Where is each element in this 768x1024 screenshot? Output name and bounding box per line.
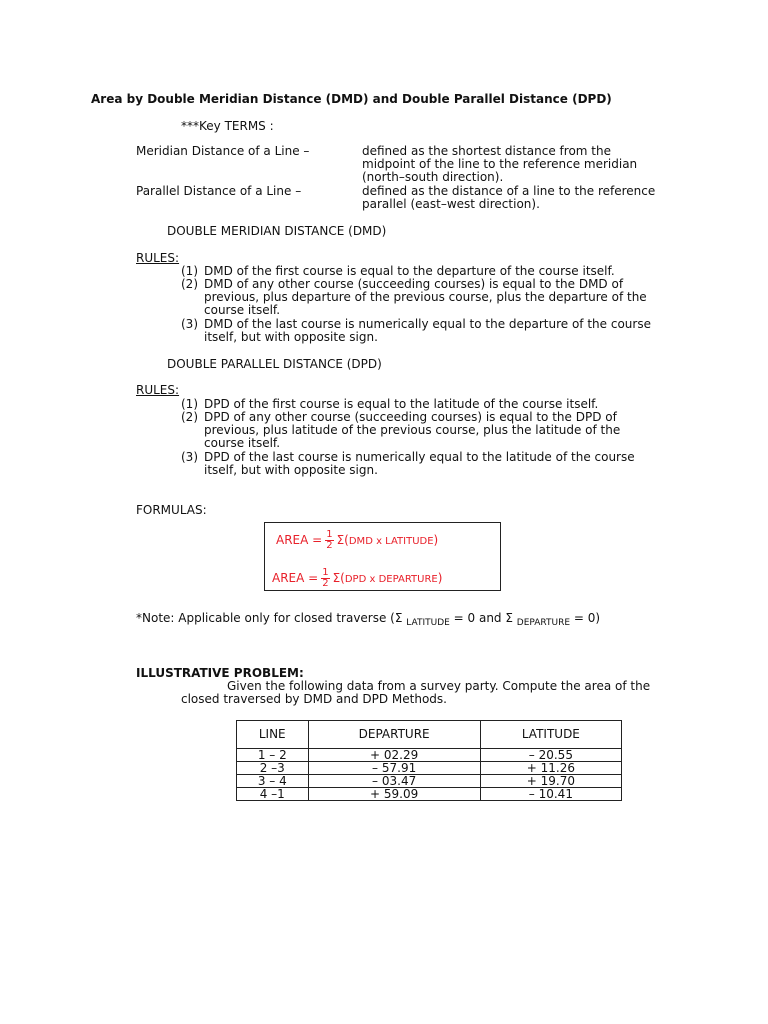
- table-header-row: [237, 721, 622, 749]
- cell-departure: + 02.29: [308, 749, 480, 762]
- cell-latitude: + 11.26: [480, 762, 621, 775]
- rule-number: (1): [181, 264, 198, 278]
- rule-text: previous, plus departure of the previous course, plus the departure of the: [204, 290, 647, 304]
- rule-text: course itself.: [204, 436, 281, 450]
- dmd-term: DMD x LATITUDE: [348, 536, 434, 547]
- rule-text: DPD of any other course (succeeding courses) is equal to the DPD of: [204, 410, 617, 424]
- rule-text: course itself.: [204, 303, 281, 317]
- formulas-label: FORMULAS:: [136, 503, 207, 517]
- closed-traverse-note: *Note: Applicable only for closed traverse (Σ $_{LATITUDE}$ = 0 and Σ $_{DEPARTURE}$ = 0): [136, 611, 601, 628]
- cell-latitude: – 20.55: [480, 749, 621, 762]
- definition-line: defined as the shortest distance from the: [362, 144, 611, 158]
- cell-line: 3 – 4: [237, 775, 309, 788]
- rule-text: DPD of the first course is equal to the latitude of the course itself.: [204, 397, 599, 411]
- formula-dmd: [276, 530, 438, 551]
- cell-latitude: – 10.41: [480, 788, 621, 801]
- sigma-symbol: Σ(: [336, 533, 349, 547]
- rule-number: (3): [181, 317, 198, 331]
- rule-text: DMD of the first course is equal to the departure of the course itself.: [204, 264, 615, 278]
- rule-number: (2): [181, 410, 198, 424]
- dmd-rules-label: RULES:: [136, 251, 180, 265]
- cell-line: 2 –3: [237, 762, 309, 775]
- rule-text: DMD of any other course (succeeding courses) is equal to the DMD of: [204, 277, 624, 291]
- problem-text: Given the following data from a survey party. Compute the area of the: [227, 679, 651, 693]
- area-label: AREA =: [276, 533, 323, 547]
- rule-text: itself, but with opposite sign.: [204, 330, 378, 344]
- problem-heading: ILLUSTRATIVE PROBLEM:: [136, 666, 304, 680]
- close-paren: ): [433, 533, 439, 547]
- rule-text: itself, but with opposite sign.: [204, 463, 378, 477]
- rule-text: DPD of the last course is numerically equal to the latitude of the course: [204, 450, 635, 464]
- cell-line: 1 – 2: [237, 749, 309, 762]
- rule-number: (1): [181, 397, 198, 411]
- rule-text: previous, plus latitude of the previous course, plus the latitude of the: [204, 423, 621, 437]
- table-row: [237, 749, 622, 762]
- definition-line: defined as the distance of a line to the reference: [362, 184, 656, 198]
- cell-line: 4 –1: [237, 788, 309, 801]
- dpd-heading: DOUBLE PARALLEL DISTANCE (DPD): [167, 357, 382, 371]
- formula-box: [264, 522, 501, 591]
- column-header-line: LINE: [237, 721, 309, 749]
- area-label: AREA =: [272, 571, 319, 585]
- close-paren: ): [437, 571, 443, 585]
- key-terms-heading: ***Key TERMS :: [181, 119, 274, 133]
- one-half-fraction: $\frac{1}{2}$: [322, 567, 329, 589]
- column-header-latitude: LATITUDE: [480, 721, 621, 749]
- cell-departure: – 03.47: [308, 775, 480, 788]
- dpd-term: DPD x DEPARTURE: [344, 574, 438, 585]
- table-row: [237, 788, 622, 801]
- dmd-heading: DOUBLE MERIDIAN DISTANCE (DMD): [167, 224, 387, 238]
- rule-number: (2): [181, 277, 198, 291]
- rule-number: (3): [181, 450, 198, 464]
- definition-line: midpoint of the line to the reference meridian: [362, 157, 638, 171]
- sigma-symbol: Σ(: [332, 571, 345, 585]
- one-half-fraction: $\frac{1}{2}$: [326, 529, 333, 551]
- table-row: [237, 762, 622, 775]
- page-title: Area by Double Meridian Distance (DMD) and Double Parallel Distance (DPD): [91, 92, 612, 106]
- term-meridian-distance: Meridian Distance of a Line –: [136, 144, 310, 158]
- table-row: [237, 775, 622, 788]
- rule-text: DMD of the last course is numerically equal to the departure of the course: [204, 317, 651, 331]
- cell-departure: + 59.09: [308, 788, 480, 801]
- term-parallel-distance: Parallel Distance of a Line –: [136, 184, 302, 198]
- problem-text: closed traversed by DMD and DPD Methods.: [181, 692, 447, 706]
- definition-line: (north–south direction).: [362, 170, 504, 184]
- column-header-departure: DEPARTURE: [308, 721, 480, 749]
- formula-dpd: [272, 568, 442, 589]
- dpd-rules-label: RULES:: [136, 383, 180, 397]
- cell-departure: – 57.91: [308, 762, 480, 775]
- cell-latitude: + 19.70: [480, 775, 621, 788]
- traverse-data-table: [236, 720, 622, 801]
- definition-line: parallel (east–west direction).: [362, 197, 540, 211]
